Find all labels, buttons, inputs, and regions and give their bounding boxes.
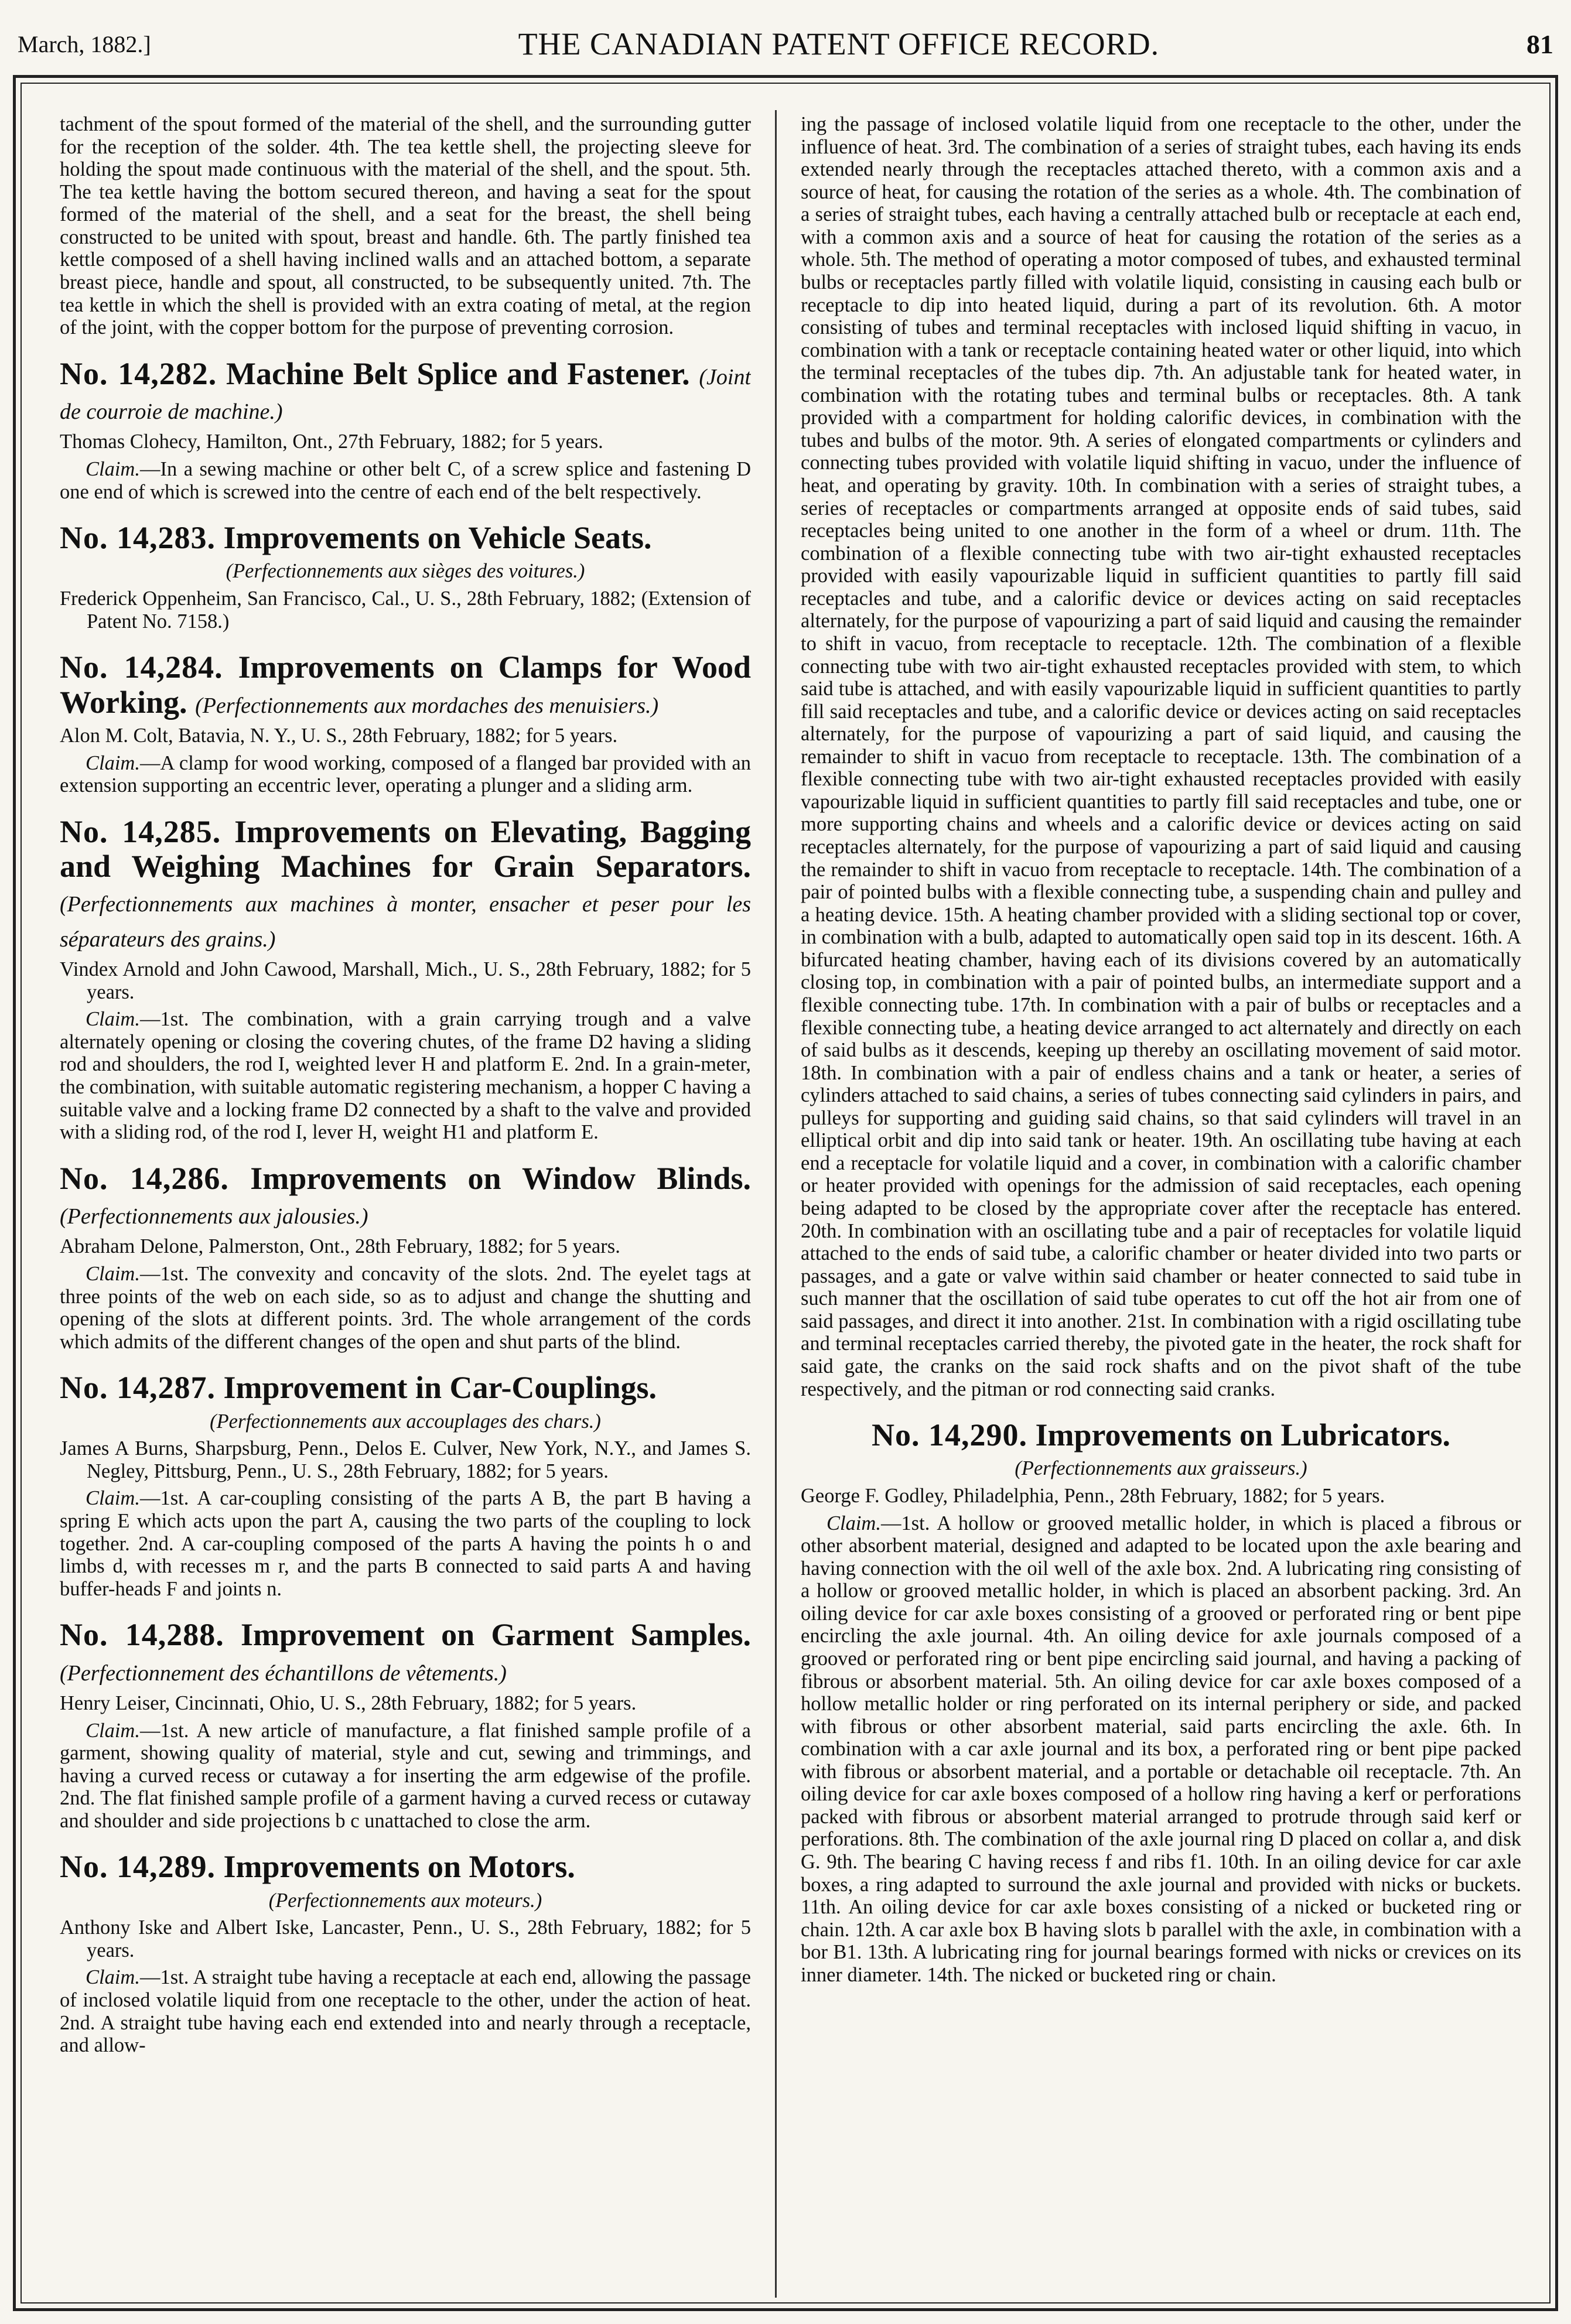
claim-label: Claim. xyxy=(86,751,140,774)
patent-entry-14286 xyxy=(60,1161,751,1354)
patentee: James A Burns, Sharpsburg, Penn., Delos E. Culver, New York, N.Y., and James S. Negley, Pittsburg, Penn., U. S., 28th February, 1882; for 5 years. xyxy=(60,1437,751,1482)
patent-entry-14284 xyxy=(60,650,751,797)
patent-title: Improvements on Elevating, Bagging and Weighing Machines for Grain Separators. xyxy=(60,814,751,884)
continued-claim: tachment of the spout formed of the material of the shell, and the surrounding gutter for the reception of the solder. 4th. The tea kettle shell, the projecting sleeve for holding the spout made continuous with the material of the shell, and the spout. 5th. The tea kettle having the bottom secured thereon, and having a seat for the spout formed of the material of the shell, and a seat for the breast, the shell being constructed to be united with spout, breast and handle. 6th. The partly finished tea kettle composed of a shell having inclined walls and an attached bottom, a separate breast piece, handle and spout, all constructed, to be subsequently united. 7th. The tea kettle in which the shell is provided with an extra coating of metal, at the region of the joint, with the copper bottom for the purpose of preventing corrosion. xyxy=(60,113,751,339)
claim-label: Claim. xyxy=(86,457,140,480)
claim-body: —1st. A new article of manufacture, a flat finished sample profile of a garment, showing quality of material, style and cut, sewing and trimmings, and having a curved recess or cutaway a for inserting the arm edgewise of the profile. 2nd. The flat finished sample profile of a garment having a curved recess or cutaway and shoulder and side projections b c unattached to close the arm. xyxy=(60,1719,751,1832)
patent-title: Improvements on Lubricators. xyxy=(1035,1417,1450,1453)
patent-number: No. 14,282. xyxy=(60,356,217,391)
issue-date: March, 1882.] xyxy=(18,30,151,57)
patent-number: No. 14,290. xyxy=(872,1417,1027,1453)
french-title: (Perfectionnements aux jalousies.) xyxy=(60,1204,368,1229)
patent-title: Improvements on Motors. xyxy=(223,1849,575,1885)
patent-entry-14287 xyxy=(60,1371,751,1600)
patent-entry-14290 xyxy=(801,1418,1521,1986)
patent-title: Improvement on Garment Samples. xyxy=(240,1617,751,1653)
entry-heading xyxy=(60,815,751,954)
patent-title: Improvements on Window Blinds. xyxy=(250,1160,751,1196)
entry-heading xyxy=(60,650,751,720)
patent-entry-14282 xyxy=(60,357,751,503)
claim-text xyxy=(60,1720,751,1833)
patentee: Frederick Oppenheim, San Francisco, Cal., U. S., 28th February, 1882; (Extension of Patent No. 7158.) xyxy=(60,587,751,633)
french-title: (Perfectionnements aux accouplages des chars.) xyxy=(210,1410,601,1433)
right-column xyxy=(801,113,1521,2296)
patent-number: No. 14,287. xyxy=(60,1370,216,1406)
patent-title: Improvement in Car-Couplings. xyxy=(223,1370,657,1406)
claim-text xyxy=(60,1966,751,2056)
patent-title: Machine Belt Splice and Fastener. xyxy=(226,356,690,391)
claim-body: —A clamp for wood working, composed of a flanged bar provided with an extension supporting an eccentric lever, operating a plunger and a sliding arm. xyxy=(60,751,751,797)
french-title: (Perfectionnements aux mordaches des menuisiers.) xyxy=(195,693,659,718)
patent-title: Improvements on Clamps for Wood Working. xyxy=(60,650,751,720)
patent-entry-14288 xyxy=(60,1618,751,1832)
patentee: Vindex Arnold and John Cawood, Marshall, Mich., U. S., 28th February, 1882; for 5 years. xyxy=(60,958,751,1003)
french-title: (Perfectionnements aux moteurs.) xyxy=(268,1889,542,1912)
claim-label: Claim. xyxy=(86,1966,140,1989)
entry-heading xyxy=(60,521,751,555)
french-title: (Perfectionnement des échantillons de vêtements.) xyxy=(60,1660,507,1686)
patent-number: No. 14,288. xyxy=(60,1617,224,1653)
entry-heading xyxy=(60,1850,751,1884)
patent-number: No. 14,284. xyxy=(60,650,223,685)
claim-text xyxy=(60,752,751,797)
claim-label: Claim. xyxy=(86,1263,140,1286)
patentee: George F. Godley, Philadelphia, Penn., 28th February, 1882; for 5 years. xyxy=(801,1485,1385,1508)
patent-entry-14283 xyxy=(60,521,751,633)
left-column xyxy=(60,113,751,2296)
patent-entry-14285 xyxy=(60,815,751,1144)
claim-text xyxy=(60,1008,751,1143)
claim-body: —1st. The combination, with a grain carrying trough and a valve alternately opening or closing the covering chutes, of the frame D2 having a sliding rod and shoulders, the rod I, weighted lever H and platform E. 2nd. In a grain-meter, the combination, with suitable automatic registering mechanism, a hopper C having a suitable valve and a locking frame D2 connected by a shaft to the valve and provided with a sliding rod, of the rod I, lever H, weight H1 and platform E. xyxy=(60,1008,751,1144)
french-title: (Joint de courroie de machine.) xyxy=(60,364,751,425)
page-frame xyxy=(13,75,1558,2311)
patentee: Henry Leiser, Cincinnati, Ohio, U. S., 28th February, 1882; for 5 years. xyxy=(60,1691,637,1714)
claim-label: Claim. xyxy=(827,1512,881,1534)
claim-body: —1st. A straight tube having a receptacle at each end, allowing the passage of inclosed volatile liquid from one receptacle to the other, under the action of heat. 2nd. A straight tube having each end extended into and nearly through a receptacle, and allow- xyxy=(60,1966,751,2057)
publication-title: THE CANADIAN PATENT OFFICE RECORD. xyxy=(518,26,1160,61)
claim-text xyxy=(60,1263,751,1353)
french-title: (Perfectionnements aux graisseurs.) xyxy=(1015,1457,1307,1480)
continued-claim: ing the passage of inclosed volatile liquid from one receptacle to the other, under the influence of heat. 3rd. The combination of a series of straight tubes, each having its ends extended nearly through the receptacles attached thereto, with a common axis and a source of heat, for causing the rotation of the series as a whole. 4th. The combination of a series of straight tubes, each having a centrally attached bulb or receptacle at each end, with a common axis and a source of heat for causing the rotation of the series as a whole. 5th. The method of operating a motor composed of tubes, and exhausted terminal bulbs or receptacles partly filled with volatile liquid, consisting in causing each bulb or receptacle to dip into heated liquid, during a part of its revolution. 6th. A motor consisting of tubes and terminal receptacles with inclosed liquid shifting in vacuo, in combination with a tank or receptacle containing heated water or other liquid, into which the terminal receptacles of the tubes dip. 7th. An adjustable tank for heated water, in combination with the rotating tubes and terminal bulbs or receptacles. 8th. A tank provided with a compartment for holding calorific devices, in combination with the tubes and bulbs of the motor. 9th. A series of elongated compartments or cylinders and connecting tubes provided with volatile liquid shifting in vacuo, under the influence of heat, and operating by gravity. 10th. In combination with a series of straight tubes, a series of receptacles or compartments arranged at opposite ends of said tubes, said receptacles being united to one another in the form of a wheel or drum. 11th. The combination of a flexible connecting tube with two air-tight exhausted receptacles provided with easily vapourizable liquid in sufficient quantities to partly fill said receptacles and tube, and a calorific device or devices acting on said receptacles alternately, for the purpose of vapourizing a part of said liquid and causing the remainder to shift in vacuo, from receptacle to receptacle. 12th. The combination of a flexible connecting tube with two air-tight exhausted receptacles provided with stem, to which said tube is attached, and with easily vapourizable liquid in sufficient quantities to partly fill said receptacles and tube, and a calorific device or devices acting on said receptacles alternately, for the purpose of vapourizing a part of said liquid, and causing the remainder to shift in vacuo from receptacle to receptacle. 13th. The combination of a flexible connecting tube with two air-tight exhausted receptacles provided with easily vapourizable liquid in sufficient quantities to partly fill said receptacles and tube, one or more supporting chains and wheels and a calorific device or devices acting on said receptacles alternately, for the purpose of vapourizing a part of said liquid and causing the remainder to shift in vacuo from receptacle to receptacle. 14th. The combination of a pair of pointed bulbs with a flexible connecting tube, a suspending chain and pulley and a heating device. 15th. A heating chamber provided with a sliding sectional top or cover, in combination with a bulb, adapted to automatically open said top in its descent. 16th. A bifurcated heating chamber, having each of its divisions covered by an automatically closing top, in combination with a pair of pointed bulbs, an intermediate support and a flexible connecting tube. 17th. In combination with a pair of bulbs or receptacles and a flexible connecting tube, a heating device arranged to act alternately and directly on each of said bulbs as it descends, keeping up thereby an oscillating movement of said motor. 18th. In combination with a pair of endless chains and a tank or heater, a series of cylinders attached to said chains, a series of tubes connecting said cylinders in pairs, and pulleys for supporting and guiding said chains, so that said cylinders will travel in an elliptical orbit and dip into said tank or heater. 19th. An oscillating tube having at each end a receptacle for volatile liquid and a cover, in combination with a calorific chamber or heater provided with openings for the admission of said receptacles, each opening being adapted to be closed by the appropriate cover after the receptacle has entered. 20th. In combination with an oscillating tube and a pair of receptacles for volatile liquid attached to the ends of said tube, a calorific chamber or heater divided into two parts or passages, and a gate or valve within said chamber or heater connected to said tube in such manner that the oscillation of said tube operates to cut off the hot air from one of said passages, and direct it into another. 21st. In combination with a rigid oscillating tube and terminal receptacles carried thereby, the pivoted gate in the heater, the rock shaft for said gate, the cranks on the said rock shafts and on the pivot shaft of the tube respectively, and the pitman or rod connecting said cranks. xyxy=(801,113,1521,1400)
claim-body: —In a sewing machine or other belt C, of a screw splice and fastening D one end of which is screwed into the centre of each end of the belt respectively. xyxy=(60,457,751,503)
claim-body: —1st. The convexity and concavity of the slots. 2nd. The eyelet tags at three points of the web on each side, so as to adjust and change the shutting and opening of the slots at different points. 3rd. The whole arrangement of the cords which admits of the different changes of the open and shut parts of the blind. xyxy=(60,1263,751,1353)
entry-heading xyxy=(801,1418,1521,1452)
french-title: (Perfectionnements aux sièges des voitures.) xyxy=(226,560,585,583)
patent-number: No. 14,286. xyxy=(60,1160,229,1196)
patentee: Alon M. Colt, Batavia, N. Y., U. S., 28th February, 1882; for 5 years. xyxy=(60,724,618,747)
entry-heading xyxy=(60,1618,751,1687)
patent-number: No. 14,289. xyxy=(60,1849,216,1885)
claim-body: —1st. A car-coupling consisting of the parts A B, the part B having a spring E which acts upon the part A, causing the two parts of the coupling to lock together. 2nd. A car-coupling composed of the parts A having the points h o and limbs d, with recesses m r, and the parts B connected to said parts A and having buffer-heads F and joints n. xyxy=(60,1487,751,1600)
french-title: (Perfectionnements aux machines à monter, ensacher et peser pour les séparateurs des grains.) xyxy=(60,892,751,952)
patentee: Abraham Delone, Palmerston, Ont., 28th February, 1882; for 5 years. xyxy=(60,1235,620,1258)
claim-label: Claim. xyxy=(86,1008,140,1031)
patentee: Anthony Iske and Albert Iske, Lancaster, Penn., U. S., 28th February, 1882; for 5 years. xyxy=(60,1916,751,1961)
running-head xyxy=(18,18,1553,70)
patent-number: No. 14,283. xyxy=(60,520,216,556)
page-number: 81 xyxy=(1526,29,1553,59)
claim-body: —1st. A hollow or grooved metallic holder, in which is placed a fibrous or other absorbent material, designed and adapted to be located upon the axle bearing and having connection with the oil well of the axle box. 2nd. A lubricating ring consisting of a hollow or grooved metallic holder, in which is placed an absorbent packing. 3rd. An oiling device for car axle boxes consisting of a grooved or perforated ring or bent pipe encircling the axle journal. 4th. An oiling device for axle journals composed of a grooved or perforated ring or bent pipe encircling said journal, and having a packing of fibrous or absorbent material. 5th. An oiling device for car axle boxes composed of a hollow metallic holder or ring perforated on its internal periphery or side, and packed with fibrous or other absorbent material, said parts encircling the axle. 6th. In combination with a car axle journal and its box, a perforated ring or bent pipe packed with fibrous or absorbent material, and a portable or detachable oil receptacle. 7th. An oiling device for car axle boxes composed of a hollow ring having a kerf or perforations packed with fibrous or absorbent material arranged to protrude through said kerf or perforations. 8th. The combination of the axle journal ring D placed on collar a, and disk G. 9th. The bearing C having recess f and ribs f1. 10th. In an oiling device for car axle boxes, a ring adapted to surround the axle journal and provided with nicks or buckets. 11th. An oiling device for car axle boxes consisting of a nicked or bucketed ring or chain. 12th. A car axle box B having slots b parallel with the axle, in combination with a bor B1. 13th. A lubricating ring for journal bearings formed with nicks or crevices on its inner diameter. 14th. The nicked or bucketed ring or chain. xyxy=(801,1512,1521,1986)
patent-number: No. 14,285. xyxy=(60,814,221,849)
entry-heading xyxy=(60,1371,751,1405)
claim-label: Claim. xyxy=(86,1719,140,1742)
patent-title: Improvements on Vehicle Seats. xyxy=(223,520,652,556)
patentee: Thomas Clohecy, Hamilton, Ont., 27th February, 1882; for 5 years. xyxy=(60,430,603,453)
column-divider xyxy=(775,110,777,2298)
entry-heading xyxy=(60,357,751,426)
claim-text xyxy=(60,458,751,503)
patent-entry-14289 xyxy=(60,1850,751,2056)
claim-text xyxy=(60,1487,751,1600)
entry-heading xyxy=(60,1161,751,1231)
claim-text xyxy=(801,1512,1521,1987)
claim-label: Claim. xyxy=(86,1487,140,1510)
